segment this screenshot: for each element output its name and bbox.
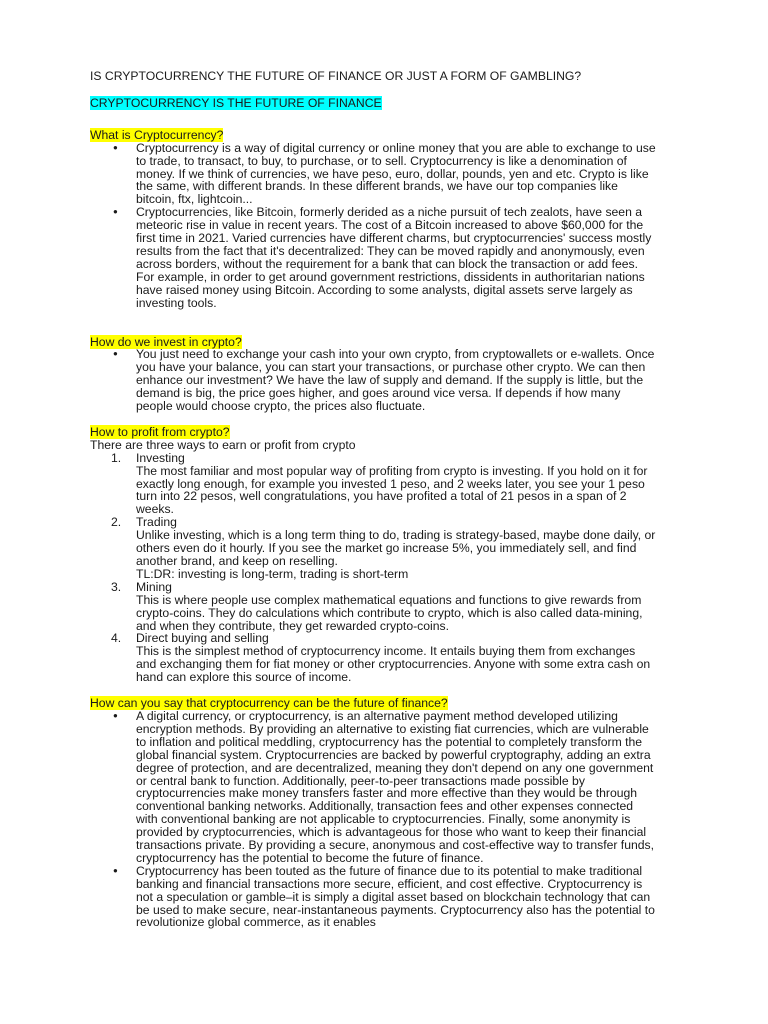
bullet-list [90, 710, 658, 929]
list-item: ● A digital currency, or cryptocurrency, is an alternative payment method developed utilizing encryption methods. By providing an alternative to existing fiat currencies, which are vulnerable to inflation and political meddling, cryptocurrency has the potential to completely transform the global financial system. Cryptocurrencies are backed by powerful cryptography, adding an extra degree of protection, and are decentralized, meaning they don't depend on any one government or central bank to function. Additionally, peer-to-peer transactions made possible by cryptocurrencies make money transfers faster and more effective than they would be through conventional banking networks. Additionally, transaction fees and other expenses connected with conventional banking are not applicable to cryptocurrencies. Finally, some anonymity is provided by cryptocurrencies, which is advantageous for those who want to keep their financial transactions private. By providing a secure, anonymous and cost-effective way to transfer funds, cryptocurrency has the potential to become the future of finance. [136, 710, 658, 865]
section-heading-future-of-finance: How can you say that cryptocurrency can be the future of finance? [90, 696, 448, 711]
step-text: This is the simplest method of cryptocurrency income. It entails buying them from exchanges and exchanging them for fiat money or other cryptocurrencies. Anyone with some extra cash on hand can explore this source of income. [136, 644, 651, 685]
numbered-list [90, 452, 658, 684]
section-intro: There are three ways to earn or profit from crypto [90, 437, 356, 452]
document-subtitle [90, 97, 658, 110]
step-label: Mining [136, 579, 172, 594]
subtitle-highlight: CRYPTOCURRENCY IS THE FUTURE OF FINANCE [90, 95, 382, 110]
list-item [111, 515, 658, 581]
list-item: ● Cryptocurrency has been touted as the future of finance due to its potential to make traditional banking and financial transactions more secure, efficient, and cost effective. Cryptocurrency is not a speculation or gamble–it is simply a digital asset based on blockchain technology that can be used to make secure, near-instantaneous payments. Cryptocurrency also has the potential to revolutionize global commerce, as it enables [136, 865, 658, 930]
list-number: 3. [111, 579, 122, 594]
list-number: 4. [111, 631, 122, 646]
document-title: IS CRYPTOCURRENCY THE FUTURE OF FINANCE OR JUST A FORM OF GAMBLING? [90, 69, 582, 83]
list-item: ● Cryptocurrencies, like Bitcoin, formerly derided as a niche pursuit of tech zealots, have seen a meteoric rise in value in recent years. The cost of a Bitcoin increased to above $60,000 for the first time in 2021. Varied currencies have different charms, but cryptocurrencies' success mostly results from the fact that it's decentralized: They can be moved rapidly and anonymously, even across borders, without the requirement for a bank that can block the transaction or add fees. For example, in order to get around government restrictions, dissidents in authoritarian nations have raised money using Bitcoin. According to some analysts, digital assets serve largely as investing tools. [136, 206, 658, 309]
step-text: TL:DR: investing is long-term, trading is short-term [136, 566, 409, 581]
section-heading-how-to-invest: How do we invest in crypto? [90, 334, 242, 349]
bullet-list [90, 142, 658, 310]
list-item [111, 579, 658, 633]
section-heading-what-is-crypto: What is Cryptocurrency? [90, 127, 224, 142]
step-text: This is where people use complex mathematical equations and functions to give rewards from crypto-coins. They do calculations which contribute to crypto, which is also called data-mining, and when they contribute, they get rewarded crypto-coins. [136, 592, 643, 633]
list-item: ● Cryptocurrency is a way of digital currency or online money that you are able to exchange to use to trade, to transact, to buy, to purchase, or to sell. Cryptocurrency is like a denomination of money. If we think of currencies, we have peso, euro, dollar, pounds, yen and etc. Crypto is like the same, with different brands. In these different brands, we have our top companies like bitcoin, ftx, lightcoin... [136, 142, 658, 207]
list-item: ● You just need to exchange your cash into your own crypto, from cryptowallets or e-wallets. Once you have your balance, you can start your transactions, or purchase other crypto. We can then enhance our investment? We have the law of supply and demand. If the supply is little, but the demand is big, the price goes higher, and goes around vice versa. If depends if how many people would choose crypto, the prices also fluctuate. [136, 348, 658, 413]
step-label: Direct buying and selling [136, 631, 269, 646]
step-label: Trading [136, 515, 177, 530]
section-heading-how-to-profit: How to profit from crypto? [90, 424, 230, 439]
list-item [111, 631, 658, 685]
list-number: 1. [111, 450, 122, 465]
list-number: 2. [111, 515, 122, 530]
step-label: Investing [136, 450, 185, 465]
step-text: Unlike investing, which is a long term thing to do, trading is strategy-based, maybe done daily, or others even do it hourly. If you see the market go increase 5%, you immediately sell, and find another brand, and keep on reselling. [136, 528, 656, 568]
list-item [111, 450, 658, 517]
bullet-list [90, 348, 658, 413]
step-text: The most familiar and most popular way of profiting from crypto is investing. If you hold on it for exactly long enough, for example you invested 1 peso, and 2 weeks later, you see your 1 peso turn into 22 pesos, well congratulations, you have profited a total of 21 pesos in a span of 2 weeks. [136, 463, 648, 517]
